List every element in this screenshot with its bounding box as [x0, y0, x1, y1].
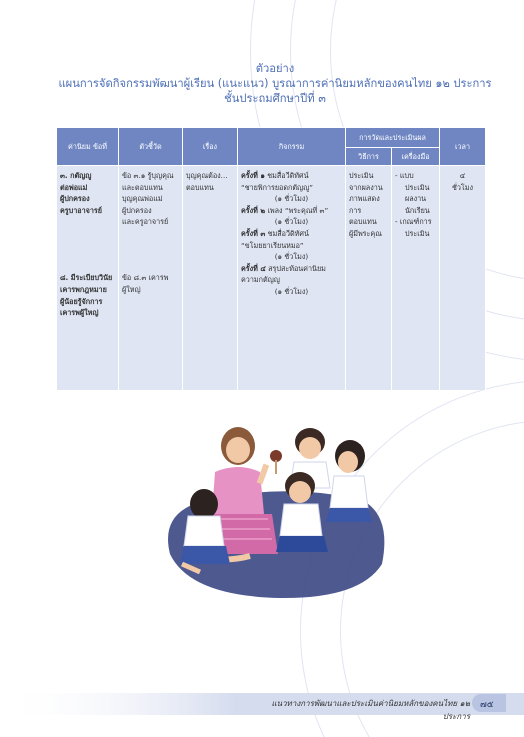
header-indicator: ตัวชี้วัด: [119, 128, 183, 166]
page-number: ๗๕: [480, 700, 494, 710]
cell-activity: ครั้งที่ ๑ ชมสื่อวีดิทัศน์ “ชายพิการยอดกตัญญู” (๑ ชั่วโมง) ครั้งที่ ๒ เพลง “พระคุณที่ ๓” (๑ ชั่วโมง) ครั้งที่ ๓ ชมสื่อวีดิทัศน์ “ขโมยยาเรียนหมอ” (๑ ชั่วโมง) ครั้งที่ ๔ สรุปสะท้อนค่านิยม ความกตัญญู (๑ ชั่วโมง): [238, 166, 346, 391]
cell-indicator: ข้อ ๓.๑ รู้บุญคุณ และตอบแทน บุญคุณพ่อแม่ ผู้ปกครอง และครูอาจารย์ ข้อ ๘.๓ เคารพ ผู้ใหญ่: [119, 166, 183, 391]
cell-time: ๔ ชั่วโมง: [440, 166, 486, 391]
header-topic: เรื่อง: [183, 128, 238, 166]
cell-value: ๓. กตัญญู ต่อพ่อแม่ ผู้ปกครอง ครูบาอาจารย์ ๘. มีระเบียบวินัย เคารพกฎหมาย ผู้น้อยรู้จักการ เคารพผู้ใหญ่: [57, 166, 119, 391]
table-row: [57, 166, 486, 391]
activity-plan-table: [56, 127, 486, 390]
teacher-and-students-illustration: [160, 404, 390, 600]
cell-tool: - แบบ ประเมิน ผลงาน นักเรียน - เกณฑ์การ ประเมิน: [392, 166, 440, 391]
footer-title: แนวทางการพัฒนาและประเมินค่านิยมหลักของคนไทย ๑๒ ประการ: [271, 699, 470, 721]
header-tool: เครื่องมือ: [392, 148, 440, 166]
cell-method: ประเมิน จากผลงาน ภาพแสดง การตอบแทน ผู้มีพระคุณ: [346, 166, 392, 391]
heading-example: ตัวอย่าง: [255, 62, 295, 75]
header-evaluation: การวัดและประเมินผล: [346, 128, 440, 148]
header-method: วิธีการ: [346, 148, 392, 166]
header-activity: กิจกรรม: [238, 128, 346, 166]
header-value: ค่านิยม ข้อที่: [57, 128, 119, 166]
header-time: เวลา: [440, 128, 486, 166]
cell-topic: บุญคุณต้อง... ตอบแทน: [183, 166, 238, 391]
heading-grade: ชั้นประถมศึกษาปีที่ ๓: [224, 92, 326, 105]
heading-plan-title: แผนการจัดกิจกรรมพัฒนาผู้เรียน (แนะแนว) บูรณาการค่านิยมหลักของคนไทย ๑๒ ประการ: [58, 77, 492, 90]
